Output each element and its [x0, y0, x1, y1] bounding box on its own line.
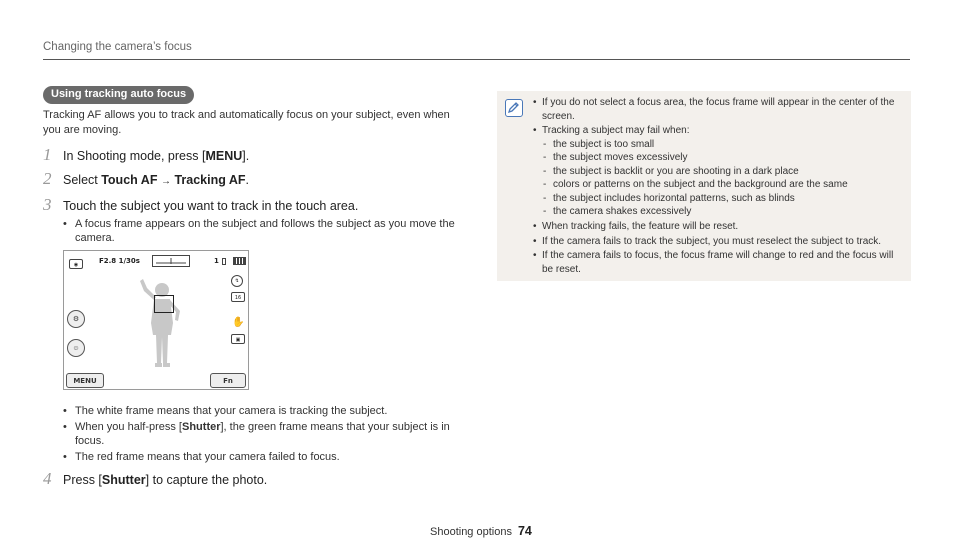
list-item: - colors or patterns on the subject and the background are the same	[542, 178, 903, 192]
page-footer	[430, 524, 532, 538]
note-box	[497, 91, 911, 281]
page-number: 74	[517, 524, 532, 538]
person-silhouette-icon	[132, 273, 192, 369]
list-item: • When tracking fails, the feature will be reset.	[533, 220, 903, 234]
step-text-end: ] to capture the photo.	[145, 473, 268, 487]
list-item: • If the camera fails to focus, the focus frame will change to red and the focus will be reset.	[533, 249, 903, 276]
step-2	[43, 169, 463, 190]
camera-screen-illustration	[63, 250, 249, 390]
main-column	[43, 84, 463, 247]
step-number: 2	[43, 169, 52, 188]
flash-icon: ↯	[231, 275, 243, 287]
bullet-text: When you half-press [	[75, 421, 182, 433]
section-heading: Using tracking auto focus	[43, 86, 194, 104]
tracking-fail-conditions	[542, 138, 903, 220]
exposure-readout: F2.8 1/30s	[99, 257, 140, 265]
arrow-icon: →	[160, 176, 171, 187]
step-3	[43, 195, 463, 245]
menu-option-tracking-af: Tracking AF	[174, 173, 246, 187]
step-3-bullets	[63, 217, 463, 245]
shutter-key-label: Shutter	[101, 473, 146, 487]
list-item: - the subject is backlit or you are shooting in a dark place	[542, 165, 903, 179]
list-item: - the camera shakes excessively	[542, 205, 903, 219]
list-item: • If the camera fails to track the subject, you must reselect the subject to track.	[533, 235, 903, 249]
menu-button[interactable]: MENU	[66, 373, 104, 388]
tracking-focus-frame	[154, 295, 174, 313]
note-list	[533, 96, 903, 277]
step-text: In Shooting mode, press [	[63, 149, 206, 163]
step-text: Select	[63, 173, 102, 187]
list-item	[63, 420, 463, 448]
step-text-end: .	[245, 173, 250, 187]
step-1	[43, 145, 463, 165]
list-item: - the subject includes horizontal patterns, such as blinds	[542, 192, 903, 206]
step-number: 4	[43, 469, 52, 488]
list-item: - the subject is too small	[542, 138, 903, 152]
step-text-end: ].	[242, 149, 250, 163]
list-item	[533, 124, 903, 219]
menu-option-touch-af: Touch AF	[101, 173, 158, 187]
menu-key-label: MENU	[205, 149, 243, 163]
list-item: • The red frame means that your camera failed to focus.	[63, 450, 463, 464]
shutter-key-label: Shutter	[182, 421, 221, 433]
list-item: • A focus frame appears on the subject and follows the subject as you move the camera.	[63, 217, 463, 245]
fn-button[interactable]: Fn	[210, 373, 246, 388]
smart-filter-icon[interactable]: ⚙	[67, 310, 85, 328]
list-item: - the subject moves excessively	[542, 151, 903, 165]
section-intro: Tracking AF allows you to track and automatically focus on your subject, even when you are moving.	[43, 109, 450, 136]
stabilizer-icon: ✋	[232, 317, 245, 328]
footer-section: Shooting options	[430, 526, 512, 538]
after-screen-content	[63, 402, 463, 466]
list-item: • The white frame means that your camera is tracking the subject.	[63, 404, 463, 418]
page-header-title: Changing the camera’s focus	[43, 41, 192, 53]
bullet-text-end: ], the green frame means that your subject is in focus.	[75, 421, 450, 447]
metering-icon: ▣	[231, 334, 245, 344]
note-text: Tracking a subject may fail when:	[542, 125, 690, 136]
note-pencil-icon	[505, 99, 523, 117]
exposure-scale-icon	[152, 255, 190, 267]
camera-mode-icon: ◉	[69, 259, 83, 269]
memory-icon	[222, 258, 226, 265]
step-number: 1	[43, 145, 52, 164]
face-detect-icon[interactable]: ☺	[67, 339, 85, 357]
step-text: Press [	[63, 473, 102, 487]
step-number: 3	[43, 195, 52, 214]
shot-count: 1	[214, 257, 219, 265]
step-text: Touch the subject you want to track in the touch area.	[63, 199, 359, 213]
header-divider	[43, 59, 910, 60]
resolution-icon: 16	[231, 292, 245, 302]
frame-color-bullets	[63, 404, 463, 464]
list-item: • If you do not select a focus area, the focus frame will appear in the center of the screen.	[533, 96, 903, 123]
step-4	[43, 469, 483, 489]
battery-icon	[233, 257, 246, 265]
